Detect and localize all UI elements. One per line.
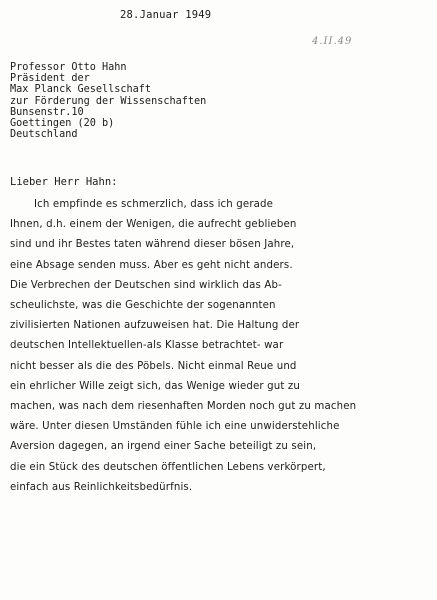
body-line: eine Absage senden muss. Aber es geht nicht anders. [10, 259, 293, 271]
address-line: zur Förderung der Wissenschaften [10, 95, 207, 107]
body-line: Ihnen, d.h. einem der Wenigen, die aufrecht geblieben [10, 219, 297, 231]
address-line: Bunsenstr.10 [10, 106, 84, 118]
address-line: Goettingen (20 b) [10, 118, 115, 130]
body-line: deutschen Intellektuellen-als Klasse betrachtet- war [10, 340, 284, 352]
body-line: Aversion dagegen, an irgend einer Sache beteiligt zu sein, [10, 441, 317, 453]
address-line: Deutschland [10, 129, 78, 141]
letter-date: 28.Januar 1949 [120, 9, 212, 21]
body-line: machen, was nach dem riesenhaften Morden noch gut zu machen [10, 401, 357, 413]
address-line: Professor Otto Hahn [10, 62, 127, 73]
recipient-address [10, 62, 206, 140]
body-line: scheulichste, was die Geschichte der sogenannten [10, 300, 276, 312]
body-line: wäre. Unter diesen Umständen fühle ich eine unwiderstehliche [10, 421, 340, 433]
body-line: zivilisierten Nationen aufzuweisen hat. Die Haltung der [10, 320, 300, 332]
salutation: Lieber Herr Hahn: [10, 176, 118, 188]
handwritten-annotation: 4.II.49 [312, 36, 353, 47]
body-line: nicht besser als die des Pöbels. Nicht einmal Reue und [10, 360, 297, 372]
body-line: Die Verbrechen der Deutschen sind wirklich das Ab- [10, 279, 282, 291]
body-line: einfach aus Reinlichkeitsbedürfnis. [10, 481, 193, 493]
letter-body [10, 195, 356, 498]
body-line: die ein Stück des deutschen öffentlichen Lebens verkörpert, [10, 461, 326, 473]
address-line: Präsident der [10, 73, 90, 85]
address-line: Max Planck Gesellschaft [10, 84, 152, 96]
body-line: Ich empfinde es schmerzlich, dass ich gerade [34, 199, 274, 210]
body-line: ein ehrlicher Wille zeigt sich, das Wenige wieder gut zu [10, 380, 300, 392]
body-line: sind und ihr Bestes taten während dieser bösen Jahre, [10, 239, 295, 251]
